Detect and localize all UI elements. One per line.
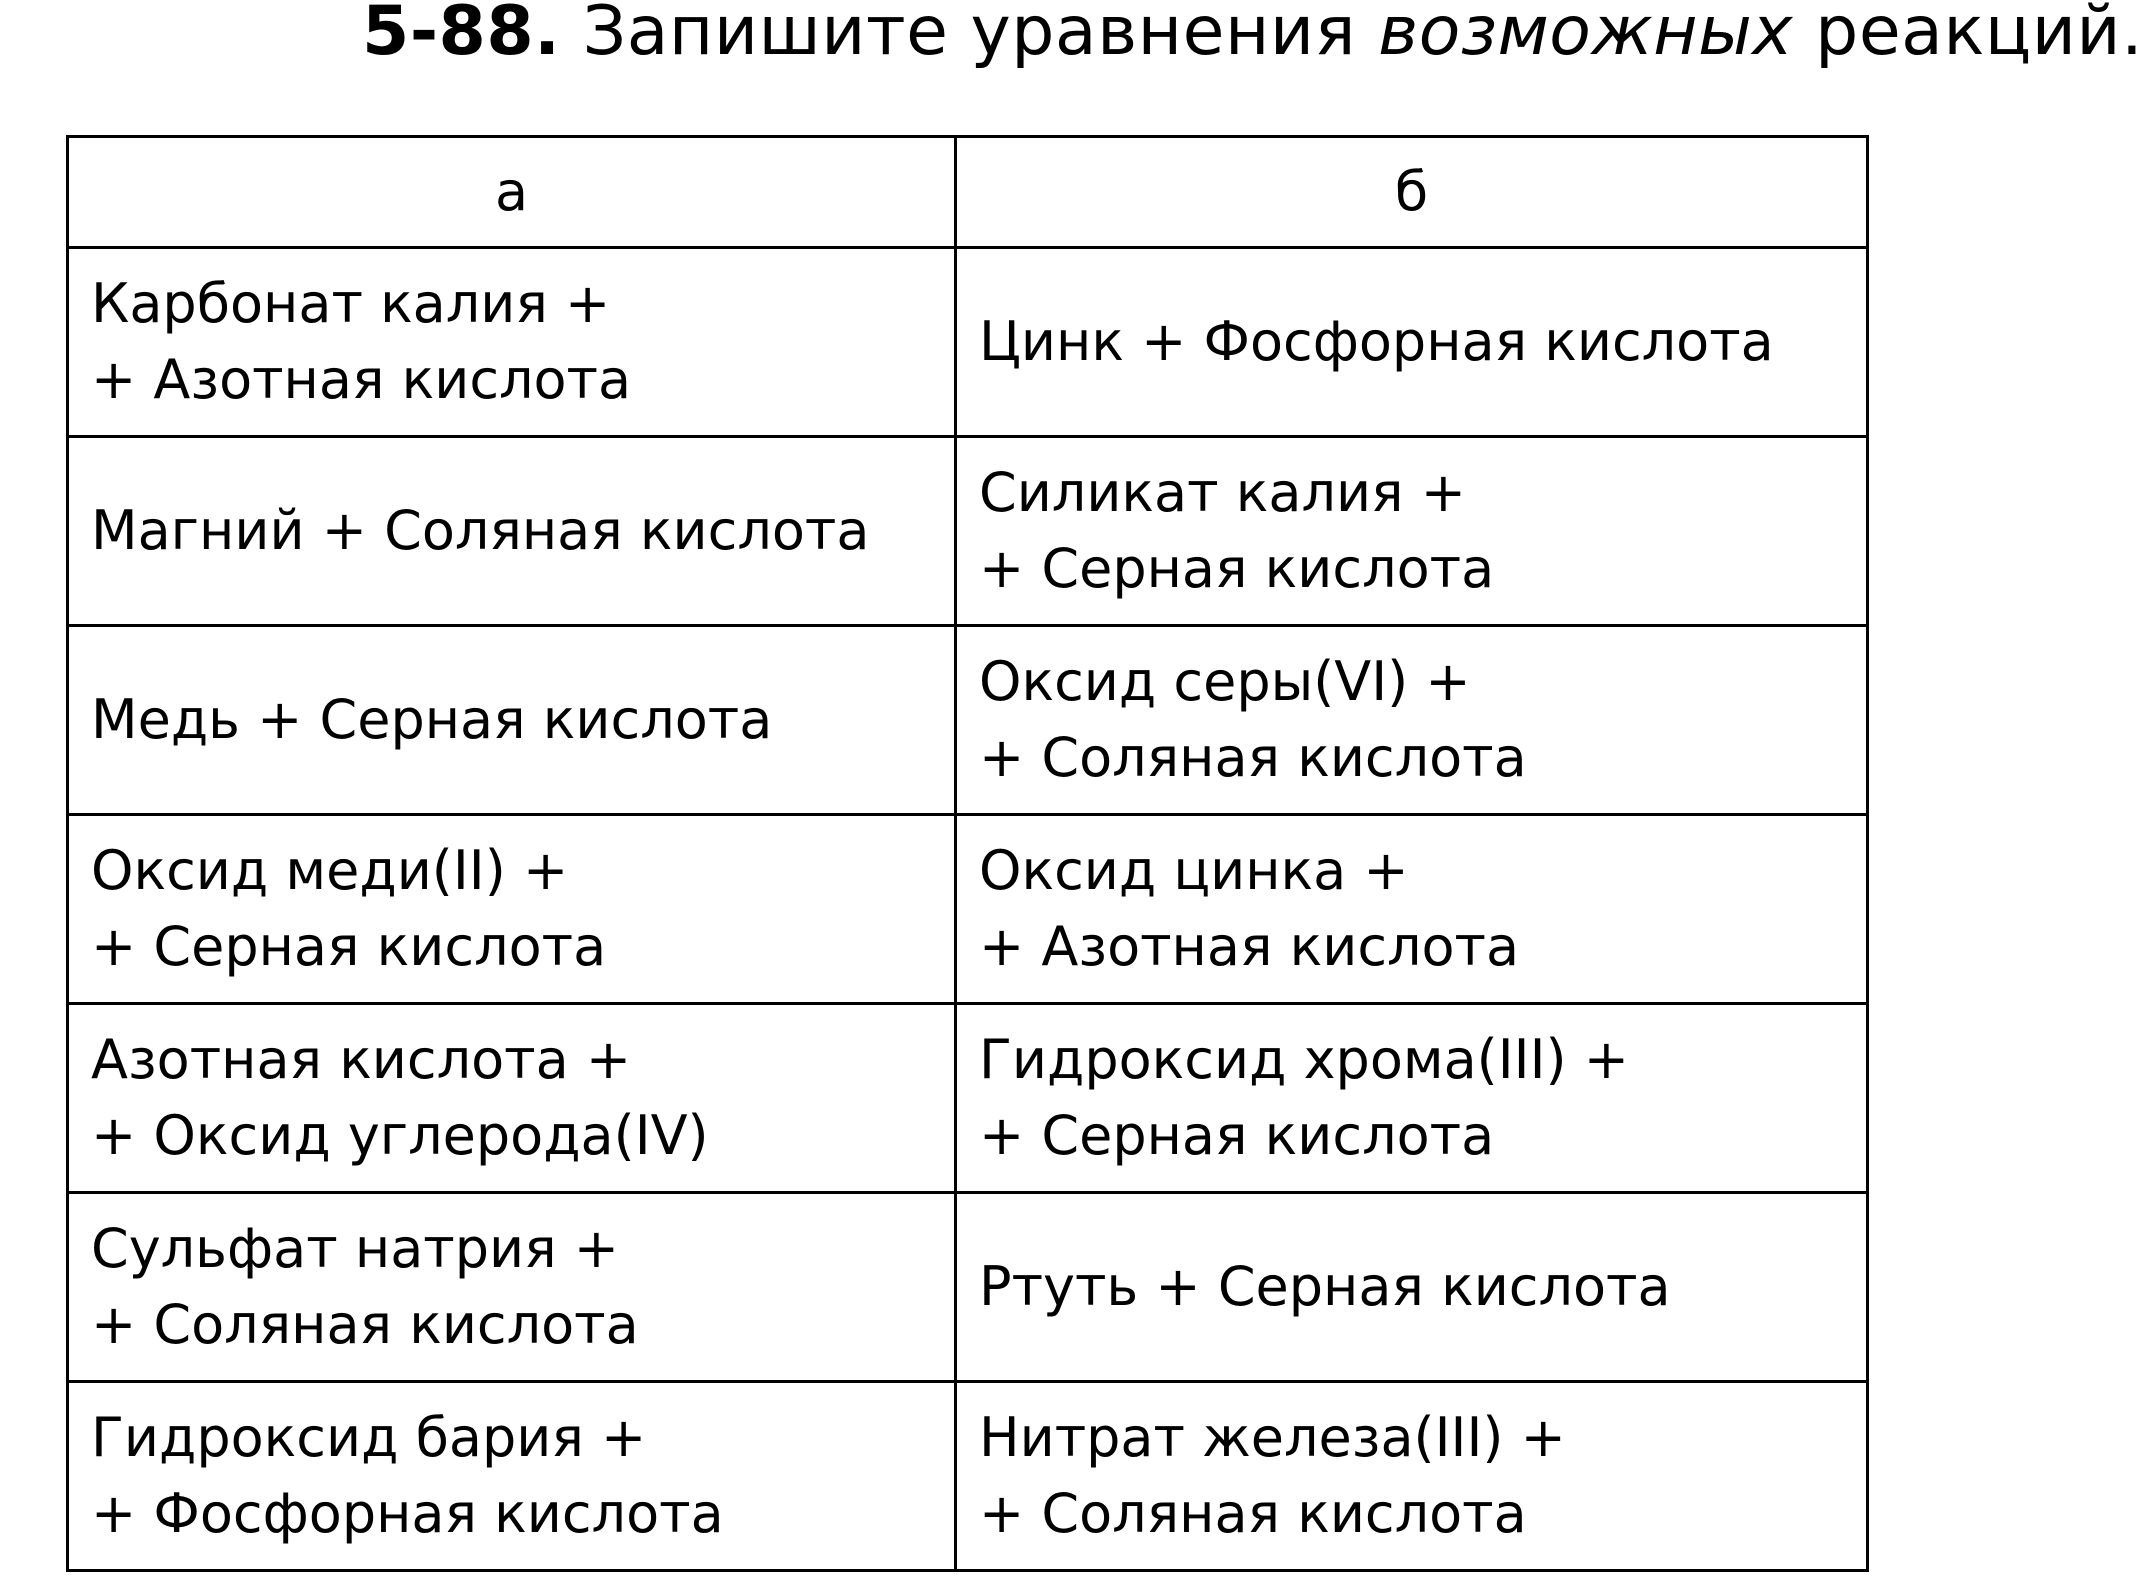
cell-b xyxy=(956,248,1868,437)
table-row xyxy=(68,815,1868,1004)
cell-line: Сульфат натрия + xyxy=(91,1217,620,1280)
cell-b xyxy=(956,1193,1868,1382)
column-header-b: б xyxy=(956,137,1868,248)
cell-line: + Азотная кислота xyxy=(91,348,632,411)
cell-line: + Соляная кислота xyxy=(979,1482,1527,1545)
table-row xyxy=(68,1193,1868,1382)
task-text-emphasis: возможных xyxy=(1378,0,1794,71)
cell-line: Оксид меди(II) + xyxy=(91,839,569,902)
cell-line: + Азотная кислота xyxy=(979,915,1520,978)
cell-a xyxy=(68,1004,956,1193)
cell-line: + Серная кислота xyxy=(979,537,1495,600)
cell-a xyxy=(68,1382,956,1571)
table-row xyxy=(68,626,1868,815)
cell-a xyxy=(68,248,956,437)
table-header-row xyxy=(68,137,1868,248)
cell-a xyxy=(68,1193,956,1382)
task-text-end: реакций. xyxy=(1815,0,2143,71)
cell-a xyxy=(68,815,956,1004)
cell-line: Цинк + Фосфорная кислота xyxy=(979,310,1774,373)
cell-line: + Серная кислота xyxy=(979,1104,1495,1167)
table-row xyxy=(68,437,1868,626)
cell-line: Магний + Соляная кислота xyxy=(91,499,870,562)
cell-b xyxy=(956,815,1868,1004)
cell-b xyxy=(956,1382,1868,1571)
cell-line: Медь + Серная кислота xyxy=(91,688,773,751)
reactions-table xyxy=(66,135,1869,1572)
table-row xyxy=(68,1382,1868,1571)
cell-line: + Фосфорная кислота xyxy=(91,1482,724,1545)
cell-a xyxy=(68,437,956,626)
cell-line: Оксид цинка + xyxy=(979,839,1409,902)
cell-line: Гидроксид бария + xyxy=(91,1406,647,1469)
cell-line: Гидроксид хрома(III) + xyxy=(979,1028,1630,1091)
cell-line: + Серная кислота xyxy=(91,915,607,978)
task-number: 5-88. xyxy=(362,0,561,71)
cell-line: Карбонат калия + xyxy=(91,272,611,335)
cell-line: + Оксид углерода(IV) xyxy=(91,1104,709,1167)
task-text: Запишите уравнения xyxy=(582,0,1357,71)
table-row xyxy=(68,1004,1868,1193)
cell-b xyxy=(956,626,1868,815)
cell-a xyxy=(68,626,956,815)
cell-line: Азотная кислота + xyxy=(91,1028,632,1091)
cell-b xyxy=(956,1004,1868,1193)
column-header-a: а xyxy=(68,137,956,248)
table-row xyxy=(68,248,1868,437)
task-title xyxy=(362,0,2143,72)
cell-b xyxy=(956,437,1868,626)
cell-line: Нитрат железа(III) + xyxy=(979,1406,1566,1469)
cell-line: Оксид серы(VI) + xyxy=(979,650,1471,713)
cell-line: + Соляная кислота xyxy=(979,726,1527,789)
cell-line: Ртуть + Серная кислота xyxy=(979,1255,1671,1318)
cell-line: + Соляная кислота xyxy=(91,1293,639,1356)
cell-line: Силикат калия + xyxy=(979,461,1466,524)
